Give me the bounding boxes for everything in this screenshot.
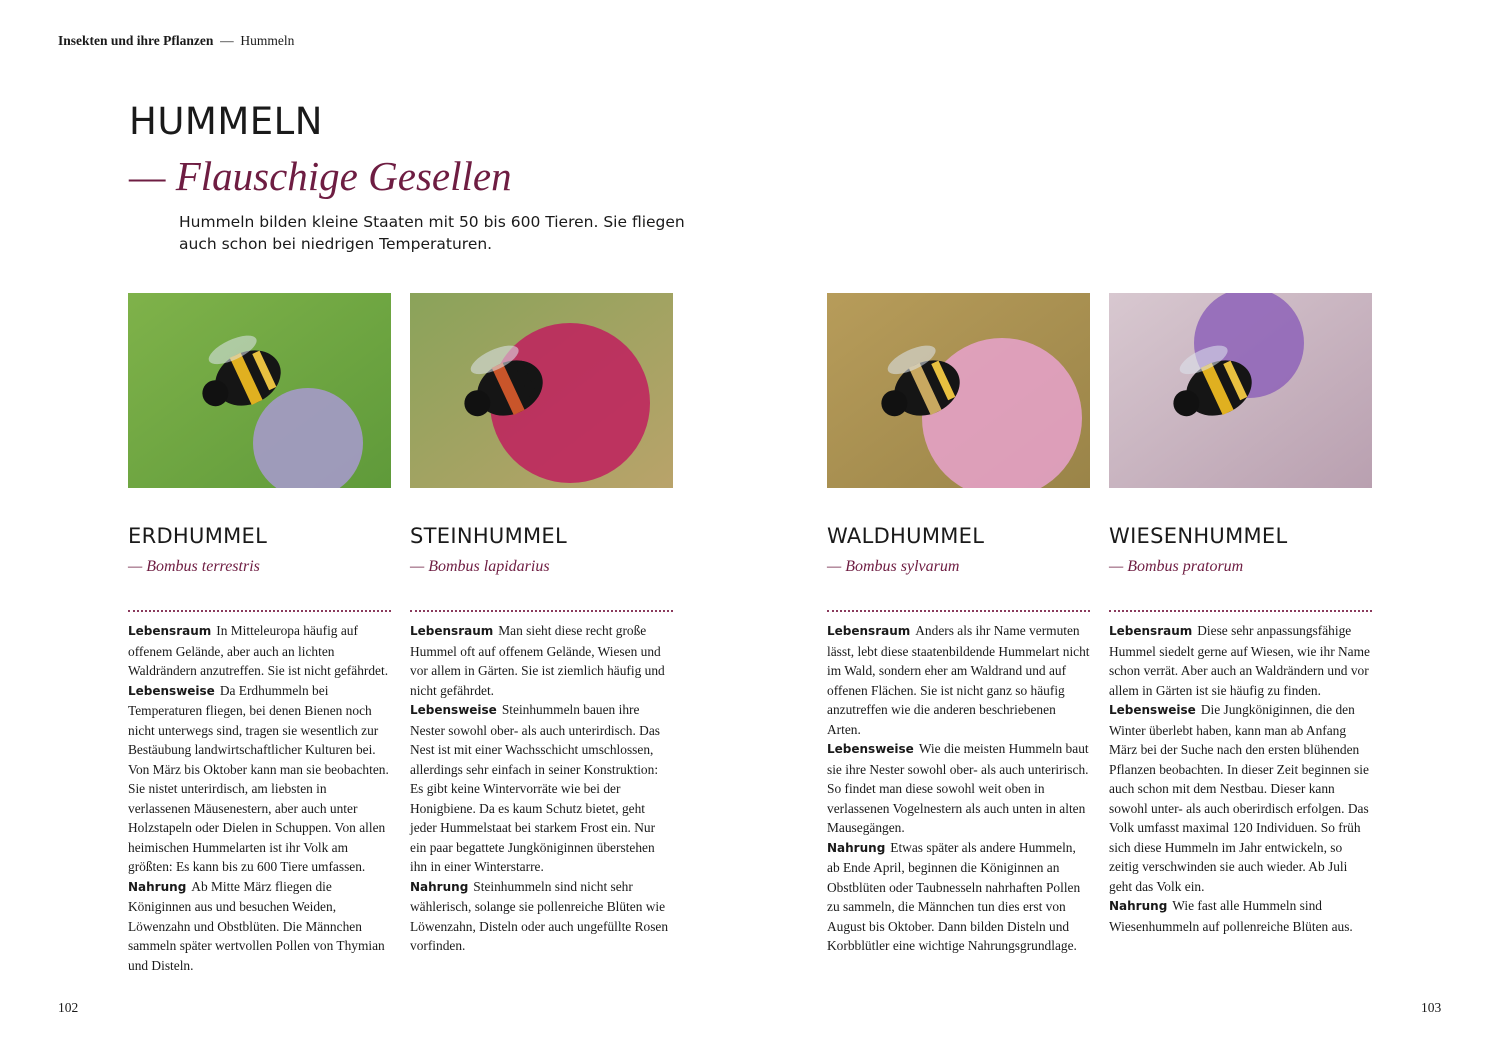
section-label: Lebensweise [1109, 703, 1196, 717]
section-label: Lebensraum [128, 624, 212, 638]
section-text: Man sieht diese recht große Hummel oft auf offenem Gelände, Wiesen und vor allem in Gärten. Sie ist ziemlich häufig und nicht gefährdet. [410, 623, 665, 698]
section-text: Wie die meisten Hummeln baut sie ihre Nester sowohl ober- als auch unteririsch. So findet man diese sowohl weit oben in verlassenen Vogelnestern als auch unten in alten Mausegängen. [827, 741, 1089, 835]
description-section [410, 700, 673, 877]
page-title: HUMMELN [129, 100, 323, 143]
bumblebee-photo [410, 293, 673, 488]
species-column [1109, 293, 1372, 936]
section-text: Steinhummeln sind nicht sehr wählerisch, solange sie pollenreiche Blüten wie Löwenzahn, Disteln oder auch ungefüllte Rosen vorfinden. [410, 878, 669, 953]
section-text: Die Jungköniginnen, die den Winter überlebt haben, kann man ab Anfang März bei der Suche nach den ersten blühenden Pflanzen beobachten. In dieser Zeit beginnen sie auch schon mit dem Nestbau. Dieser kann sowohl unter- als auch oberirdisch erfolgen. Das Volk umfasst maximal 120 Individuen. So früh sich diese Hummeln im Jahr entwickeln, so zeitig verschwinden sie auch wieder. Ab Juli geht das Volk ein. [1109, 702, 1369, 894]
running-head-section: Insekten und ihre Pflanzen [58, 33, 214, 48]
section-text: Da Erdhummeln bei Temperaturen fliegen, bei denen Bienen noch nicht unterwegs sind, tragen sie wesentlich zur Bestäubung landwirtschaftlicher Kulturen bei. Von März bis Oktober kann man sie beobachten. Sie nistet unterirdisch, am liebsten in verlassenen Mäusenestern, aber auch unter Holzstapeln oder Dielen in Schuppen. Von allen heimischen Hummelarten ist ihr Volk am größten: Es kann bis zu 600 Tiere umfassen. [128, 682, 389, 874]
description-section [128, 877, 391, 976]
section-text: Etwas später als andere Hummeln, ab Ende April, beginnen die Königinnen an Obstblüten oder Taubnesseln nahrhaften Pollen zu sammeln, die Männchen tun dies erst von August bis Oktober. Dann bilden Disteln und Korbblütler eine wichtige Nahrungsgrundlage. [827, 839, 1081, 953]
section-label: Nahrung [827, 840, 886, 855]
species-latin-name: — Bombus terrestris [128, 558, 260, 575]
bumblebee-photo [1109, 293, 1372, 488]
description-section [128, 681, 391, 877]
description-section [410, 877, 673, 956]
section-label: Lebensweise [128, 683, 215, 698]
section-label: Lebensweise [827, 742, 914, 756]
section-label: Nahrung [128, 879, 187, 894]
description-section [128, 621, 391, 681]
page-subtitle: — Flauschige Gesellen [129, 153, 512, 199]
section-label: Nahrung [1109, 899, 1168, 913]
section-label: Lebensweise [410, 703, 497, 717]
section-text: Anders als ihr Name vermuten lässt, lebt diese staatenbildende Hummelart nicht im Wald, sondern eher am Waldrand und auf offenen Flächen. Sie ist nicht ganz so häufig anzutreffen wie die anderen beschriebenen Arten. [827, 623, 1090, 737]
section-text: Steinhummeln bauen ihre Nester sowohl ober- als auch unterirdisch. Das Nest ist mit einer Wachsschicht umschlossen, allerdings sehr einfach in seiner Konstruktion: Es gibt keine Wintervorräte wie bei der Honigbiene. Da es kaum Schutz bietet, geht jeder Hummelstaat bei starkem Frost ein. Nur ein paar begattete Jungköniginnen überstehen ihn in einer Winterstarre. [410, 702, 660, 874]
bumblebee-photo [827, 293, 1090, 488]
description-section [1109, 621, 1372, 700]
species-latin-name: — Bombus pratorum [1109, 558, 1244, 575]
species-name: WALDHUMMEL [827, 524, 985, 548]
section-text: Wie fast alle Hummeln sind Wiesenhummeln auf pollenreiche Blüten aus. [1109, 898, 1353, 934]
species-column [827, 293, 1090, 956]
species-name: WIESENHUMMEL [1109, 524, 1288, 548]
dotted-divider [1109, 610, 1372, 612]
running-head [58, 33, 294, 49]
species-description [827, 621, 1090, 956]
bumblebee-photo [128, 293, 391, 488]
species-name: STEINHUMMEL [410, 524, 567, 548]
species-description [1109, 621, 1372, 936]
section-text: Ab Mitte März fliegen die Königinnen aus und besuchen Weiden, Löwenzahn und Obstblüten. Die Männchen sammeln später wertvollen Pollen von Thymian und Disteln. [128, 878, 385, 973]
species-column [128, 293, 391, 975]
dotted-divider [128, 610, 391, 612]
intro-text: Hummeln bilden kleine Staaten mit 50 bis 600 Tieren. Sie fliegen auch schon bei niedrigen Temperaturen. [179, 213, 685, 253]
species-description [410, 621, 673, 956]
running-head-separator: — [220, 33, 234, 48]
dotted-divider [410, 610, 673, 612]
species-latin-name: — Bombus sylvarum [827, 558, 960, 575]
description-section [1109, 896, 1372, 936]
page-number-right: 103 [1421, 1000, 1442, 1015]
description-section [1109, 700, 1372, 896]
species-column [410, 293, 673, 956]
description-section [827, 739, 1090, 838]
section-label: Lebensraum [410, 624, 494, 638]
description-section [827, 838, 1090, 956]
dotted-divider [827, 610, 1090, 612]
section-label: Nahrung [410, 879, 469, 894]
species-latin-name: — Bombus lapidarius [410, 558, 550, 575]
species-name: ERDHUMMEL [128, 524, 268, 548]
description-section [827, 621, 1090, 739]
page-number-left: 102 [58, 1000, 79, 1015]
description-section [410, 621, 673, 700]
section-label: Lebensraum [1109, 624, 1193, 638]
running-head-topic: Hummeln [240, 33, 295, 48]
section-text: Diese sehr anpassungsfähige Hummel siedelt gerne auf Wiesen, wie ihr Name schon verrät. Aber auch an Waldrändern und vor allem in Gärten ist sie häufig zu finden. [1109, 623, 1370, 698]
species-description [128, 621, 391, 975]
section-label: Lebensraum [827, 624, 911, 638]
section-text: In Mitteleuropa häufig auf offenem Gelände, aber auch an lichten Waldrändern anzutreffen. Sie ist nicht gefährdet. [128, 623, 389, 678]
